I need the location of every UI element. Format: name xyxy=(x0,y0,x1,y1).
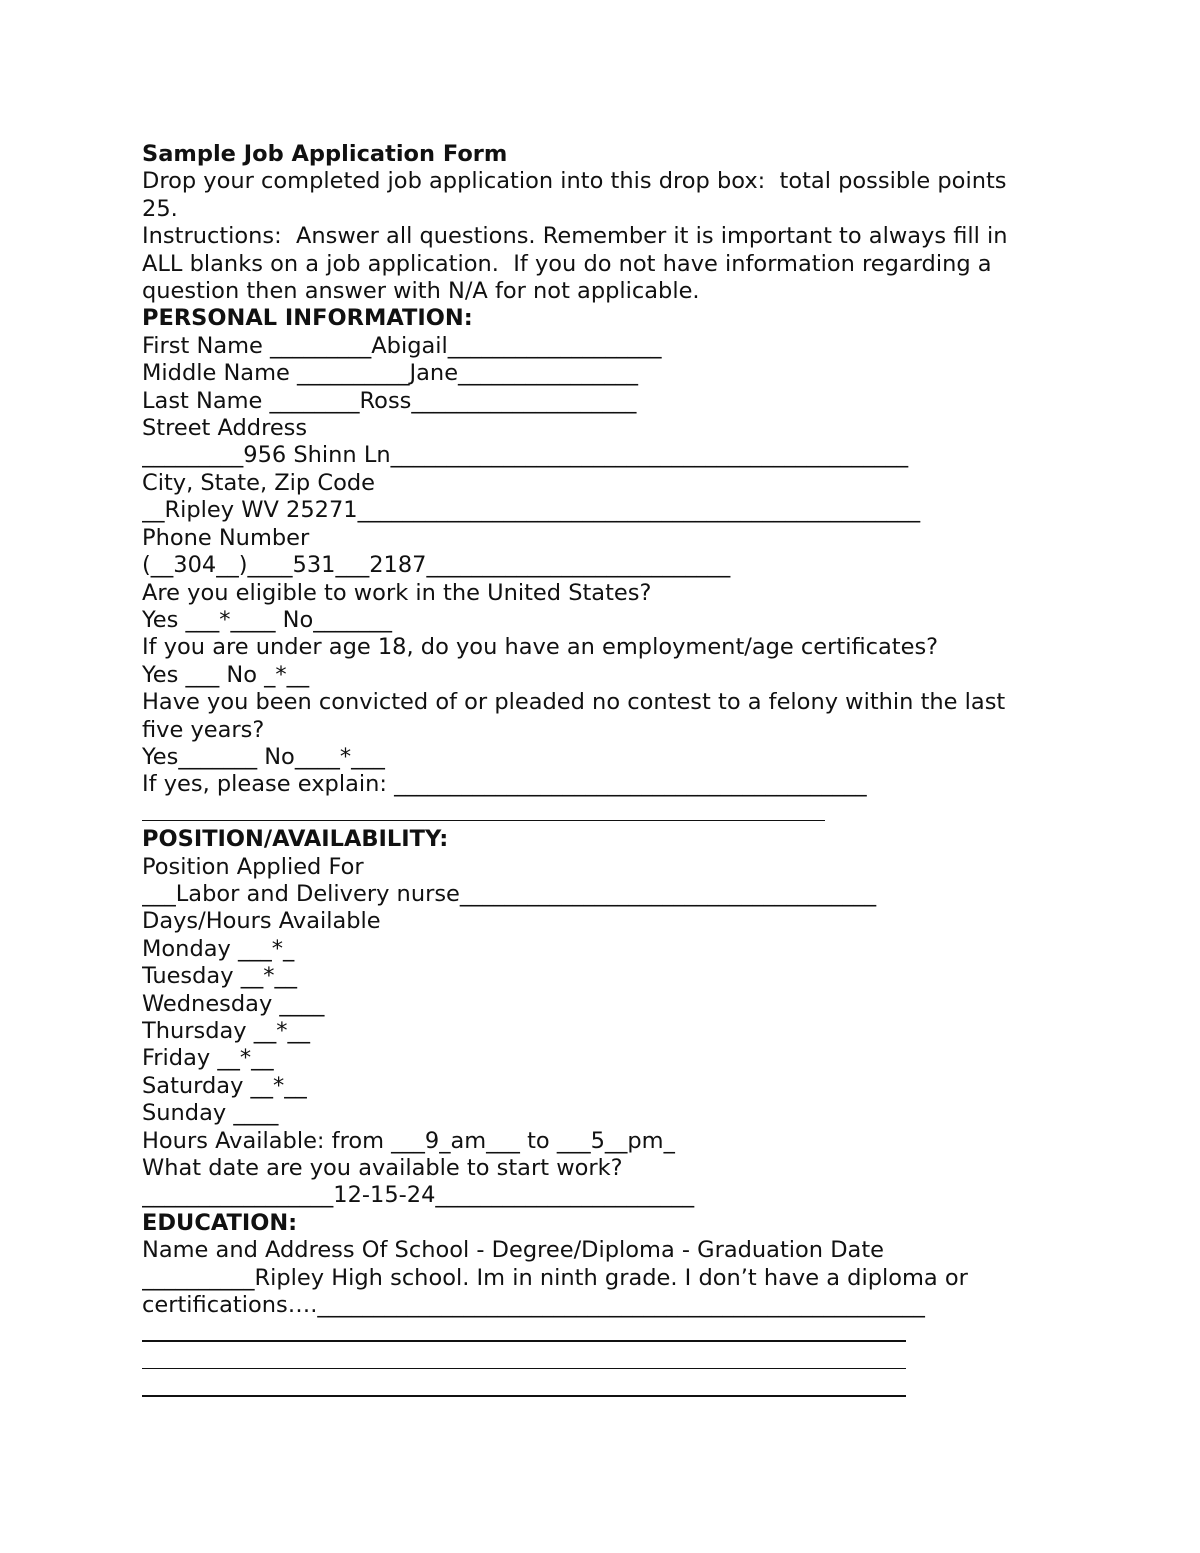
days-hours-label: Days/Hours Available xyxy=(142,908,381,935)
education-blank-line xyxy=(142,1347,1072,1374)
street-address-label: Street Address xyxy=(142,415,308,442)
intro-line: Drop your completed job application into this drop box: total possible points xyxy=(142,168,1007,195)
city-state-zip-label: City, State, Zip Code xyxy=(142,469,375,496)
intro-line: 25. xyxy=(142,195,178,222)
phone-number-value: (__304__)____531___2187___________________________ xyxy=(142,552,731,579)
day-tuesday: Tuesday __*__ xyxy=(142,963,297,990)
middle-name-field: Middle Name __________Jane________________ xyxy=(142,360,639,387)
personal-info-heading: PERSONAL INFORMATION: xyxy=(142,305,473,332)
day-wednesday: Wednesday ____ xyxy=(142,990,325,1017)
education-answer-cont: certifications….______________________________________________________ xyxy=(142,1292,925,1319)
document-title: Sample Job Application Form xyxy=(142,141,508,167)
phone-number-label: Phone Number xyxy=(142,524,310,551)
start-date-answer: _________________12-15-24_______________________ xyxy=(142,1182,695,1209)
education-label: Name and Address Of School - Degree/Diploma - Graduation Date xyxy=(142,1237,884,1264)
felony-question: Have you been convicted of or pleaded no contest to a felony within the last xyxy=(142,689,1006,716)
day-monday: Monday ___*_ xyxy=(142,935,295,962)
education-heading: EDUCATION: xyxy=(142,1209,298,1236)
education-answer: __________Ripley High school. Im in ninth grade. I don’t have a diploma or xyxy=(142,1264,968,1291)
day-friday: Friday __*__ xyxy=(142,1045,274,1072)
felony-answer: Yes_______ No____*___ xyxy=(142,743,385,770)
work-eligibility-answer: Yes ___*____ No_______ xyxy=(142,606,392,633)
first-name-field: First Name _________Abigail___________________ xyxy=(142,332,662,359)
explain-field: If yes, please explain: __________________________________________ xyxy=(142,771,867,798)
education-blank-line xyxy=(142,1374,1072,1401)
position-applied-label: Position Applied For xyxy=(142,853,364,880)
felony-question-cont: five years? xyxy=(142,716,265,743)
street-address-value: _________956 Shinn Ln______________________________________________ xyxy=(142,442,909,469)
last-name-field: Last Name ________Ross____________________ xyxy=(142,387,637,414)
intro-line: question then answer with N/A for not applicable. xyxy=(142,278,700,305)
age-certificate-answer: Yes ___ No _*__ xyxy=(142,661,310,688)
intro-line: ALL blanks on a job application. If you do not have information regarding a xyxy=(142,250,992,277)
day-saturday: Saturday __*__ xyxy=(142,1072,307,1099)
position-heading: POSITION/AVAILABILITY: xyxy=(142,826,449,853)
intro-line: Instructions: Answer all questions. Remember it is important to always fill in xyxy=(142,223,1008,250)
day-sunday: Sunday ____ xyxy=(142,1100,279,1127)
position-applied-value: ___Labor and Delivery nurse_____________________________________ xyxy=(142,880,877,907)
hours-available: Hours Available: from ___9_am___ to ___5__pm_ xyxy=(142,1127,675,1154)
education-blank-line xyxy=(142,1319,1072,1346)
age-certificate-question: If you are under age 18, do you have an employment/age certificates? xyxy=(142,634,939,661)
work-eligibility-question: Are you eligible to work in the United States? xyxy=(142,579,652,606)
explain-blank-line xyxy=(142,799,1072,826)
city-state-zip-value: __Ripley WV 25271__________________________________________________ xyxy=(142,497,921,524)
job-application-document xyxy=(142,141,1072,1402)
start-date-question: What date are you available to start work? xyxy=(142,1155,623,1182)
day-thursday: Thursday __*__ xyxy=(142,1017,311,1044)
